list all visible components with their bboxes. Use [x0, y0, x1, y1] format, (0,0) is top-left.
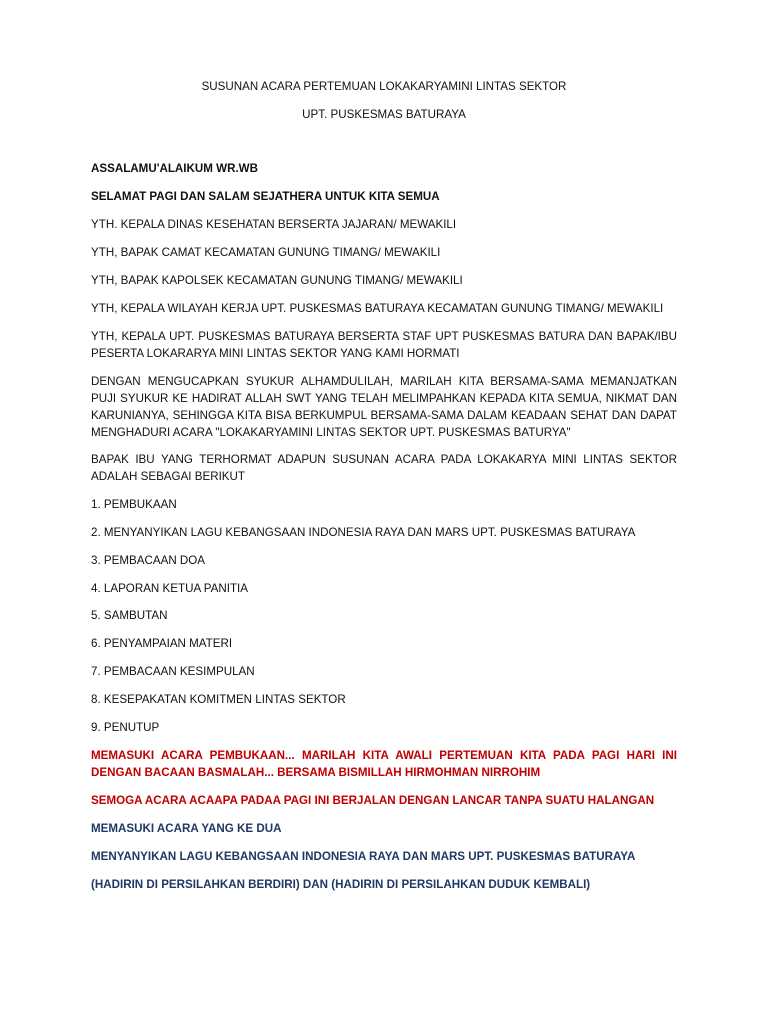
- agenda-item: 7. PEMBACAAN KESIMPULAN: [91, 665, 255, 678]
- next-agenda-line: MEMASUKI ACARA YANG KE DUA: [91, 822, 282, 835]
- agenda-item: 4. LAPORAN KETUA PANITIA: [91, 582, 248, 595]
- agenda-item: 9. PENUTUP: [91, 721, 160, 734]
- addressee-line: YTH, BAPAK KAPOLSEK KECAMATAN GUNUNG TIMANG/ MEWAKILI: [91, 274, 463, 287]
- agenda-item: 2. MENYANYIKAN LAGU KEBANGSAAN INDONESIA RAYA DAN MARS UPT. PUSKESMAS BATURAYA: [91, 526, 636, 539]
- document-subtitle: UPT. PUSKESMAS BATURAYA: [302, 108, 466, 121]
- agenda-item: 1. PEMBUKAAN: [91, 498, 177, 511]
- anthem-line: MENYANYIKAN LAGU KEBANGSAAN INDONESIA RAYA DAN MARS UPT. PUSKESMAS BATURAYA: [91, 850, 636, 863]
- greeting: ASSALAMU'ALAIKUM WR.WB: [91, 162, 258, 175]
- opening-instruction: MEMASUKI ACARA PEMBUKAAN... MARILAH KITA AWALI PERTEMUAN KITA PADA PAGI HARI INI DENGAN BACAAN BASMALAH... BERSAMA BISMILLAH HIRMOHMAN NIRROHIM: [91, 749, 677, 779]
- greeting-secondary: SELAMAT PAGI DAN SALAM SEJATHERA UNTUK KITA SEMUA: [91, 190, 440, 203]
- audience-instruction: (HADIRIN DI PERSILAHKAN BERDIRI) DAN (HADIRIN DI PERSILAHKAN DUDUK KEMBALI): [91, 878, 591, 891]
- document-title: SUSUNAN ACARA PERTEMUAN LOKAKARYAMINI LINTAS SEKTOR: [201, 80, 567, 93]
- agenda-item: 5. SAMBUTAN: [91, 609, 168, 622]
- addressee-line: YTH, KEPALA WILAYAH KERJA UPT. PUSKESMAS BATURAYA KECAMATAN GUNUNG TIMANG/ MEWAKILI: [91, 302, 664, 315]
- agenda-item: 3. PEMBACAAN DOA: [91, 554, 206, 567]
- agenda-item: 8. KESEPAKATAN KOMITMEN LINTAS SEKTOR: [91, 693, 346, 706]
- agenda-item: 6. PENYAMPAIAN MATERI: [91, 637, 233, 650]
- addressee-line: YTH, KEPALA UPT. PUSKESMAS BATURAYA BERSERTA STAF UPT PUSKESMAS BATURA DAN BAPAK/IBU PESERTA LOKARARYA MINI LINTAS SEKTOR YANG KAMI HORMATI: [91, 330, 677, 360]
- blessing-line: SEMOGA ACARA ACAAPA PADAA PAGI INI BERJALAN DENGAN LANCAR TANPA SUATU HALANGAN: [91, 794, 655, 807]
- agenda-intro: BAPAK IBU YANG TERHORMAT ADAPUN SUSUNAN ACARA PADA LOKAKARYA MINI LINTAS SEKTOR ADALAH SEBAGAI BERIKUT: [91, 453, 677, 483]
- addressee-line: YTH. KEPALA DINAS KESEHATAN BERSERTA JAJARAN/ MEWAKILI: [91, 218, 457, 231]
- addressee-line: YTH, BAPAK CAMAT KECAMATAN GUNUNG TIMANG/ MEWAKILI: [91, 246, 441, 259]
- opening-paragraph: DENGAN MENGUCAPKAN SYUKUR ALHAMDULILAH, MARILAH KITA BERSAMA-SAMA MEMANJATKAN PUJI SYUKUR KE HADIRAT ALLAH SWT YANG TELAH MELIMPAHKAN KEPADA KITA SEMUA, NIKMAT DAN KARUNIANYA, SEHINGGA KITA BISA BERKUMPUL BERSAMA-SAMA DALAM KEADAAN SEHAT DAN DAPAT MENGHADURI ACARA "LOKAKARYAMINI LINTAS SEKTOR UPT. PUSKESMAS BATURYA": [91, 375, 677, 439]
